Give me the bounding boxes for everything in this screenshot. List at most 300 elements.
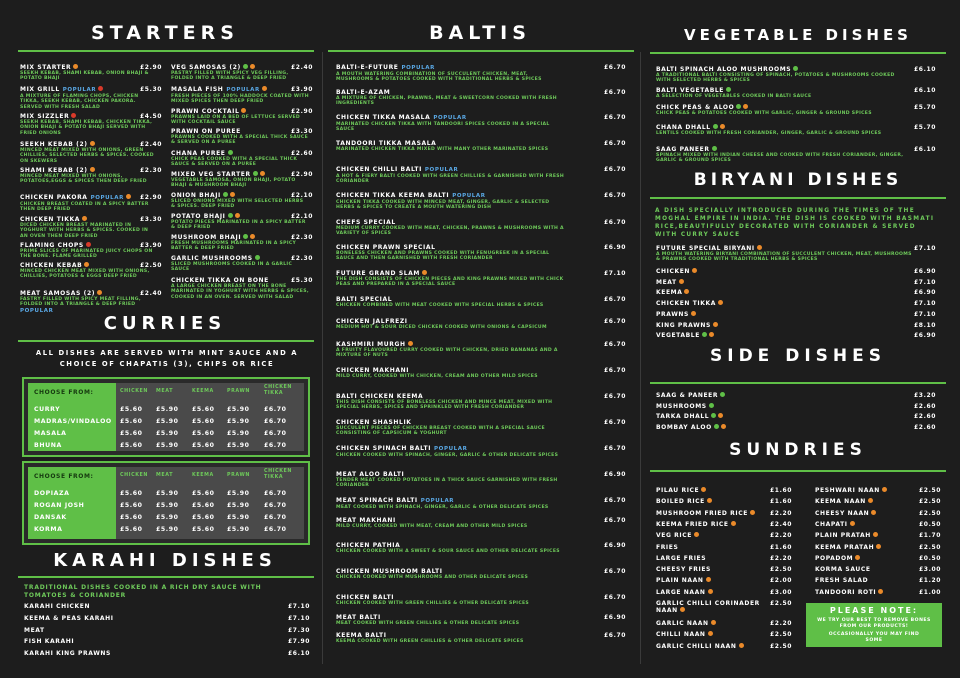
item-price: £5.30: [140, 86, 162, 93]
mild-spice-dot-icon: [739, 643, 744, 648]
item-name: POTATO BHAJI: [171, 213, 226, 220]
row-name: DOPIAZA: [34, 490, 70, 497]
item-price: £4.50: [140, 113, 162, 120]
menu-item: [171, 128, 313, 146]
item-name: BALTI VEGETABLE: [656, 87, 724, 94]
price-cell: £6.70: [264, 502, 287, 509]
item-price: £1.20: [919, 577, 941, 585]
item-price: £6.10: [914, 146, 936, 153]
vegetarian-dot-icon: [709, 403, 714, 408]
mild-spice-dot-icon: [692, 268, 697, 273]
menu-item: [656, 600, 792, 614]
item-description: CHICK PEAS & POTATOES COOKED WITH GARLIC, GINGER & GROUND SPICES: [656, 111, 872, 116]
item-price: £6.70: [604, 114, 626, 121]
mild-spice-dot-icon: [701, 487, 706, 492]
price-cell: £5.90: [227, 490, 250, 497]
item-name: GARLIC NAAN: [656, 620, 709, 627]
price-cell: £5.60: [120, 418, 143, 425]
side-heading: SIDE DISHES: [710, 346, 886, 366]
item-price: £3.30: [291, 128, 313, 135]
mild-spice-dot-icon: [713, 322, 718, 327]
row-name: MADRAS/VINDALOO: [34, 418, 112, 425]
item-name: KASHMIRI MURGH: [336, 341, 406, 348]
price-cell: £5.90: [156, 490, 179, 497]
item-name: CHICKEN TIKKA MASALA: [336, 114, 431, 121]
column-header: KEEMA: [192, 389, 214, 394]
item-name-line: [24, 638, 310, 645]
item-name: CHEFS SPECIAL: [336, 219, 396, 226]
menu-item: [336, 296, 626, 308]
hot-spice-dot-icon: [98, 86, 103, 91]
item-name: VEGETABLE: [656, 332, 700, 340]
item-name-line: [336, 341, 626, 348]
price-cell: £5.90: [227, 514, 250, 521]
menu-item: [656, 403, 936, 410]
item-price: £2.20: [770, 532, 792, 540]
vegetarian-dot-icon: [255, 255, 260, 260]
item-name: CHICKEN CHILLI BALTI: [336, 166, 422, 173]
item-name: MEAT SPINACH BALTI: [336, 497, 418, 504]
item-price: £6.70: [604, 419, 626, 426]
price-cell: £5.60: [192, 502, 215, 509]
item-price: £2.60: [291, 150, 313, 157]
please-note-line2: OCCASIONALLY YOU MAY FIND SOME: [828, 632, 920, 643]
menu-item: [656, 300, 936, 307]
item-name: MEAT BALTI: [336, 614, 381, 621]
item-name: PLAIN PRATAH: [815, 532, 871, 540]
item-name-line: [336, 89, 626, 96]
price-cell: £5.60: [120, 514, 143, 521]
menu-item: [656, 532, 792, 539]
item-name: KEEMA BALTI: [336, 632, 387, 639]
item-price: £6.70: [604, 594, 626, 601]
menu-item: [656, 620, 792, 627]
menu-item: [656, 268, 936, 275]
menu-item: [20, 64, 162, 82]
menu-item: [656, 124, 936, 136]
mild-spice-dot-icon: [250, 234, 255, 239]
item-name-line: [656, 332, 936, 339]
item-name-line: [336, 542, 626, 549]
menu-item: [656, 521, 792, 528]
please-note-title: PLEASE NOTE:: [829, 606, 919, 615]
item-price: £6.90: [604, 614, 626, 621]
menu-item: [336, 166, 626, 185]
item-price: £2.30: [291, 255, 313, 262]
item-description: TENDER MEAT COOKED POTATOES IN A THICK SAUCE GARNISHED WITH FRESH CORIANDER: [336, 478, 558, 489]
item-name: MASALA FISH: [171, 86, 224, 93]
item-name: GARLIC MUSHROOMS: [171, 255, 253, 262]
row-name: BHUNA: [34, 442, 62, 449]
mild-spice-dot-icon: [750, 510, 755, 515]
mild-spice-dot-icon: [882, 487, 887, 492]
column-header: CHICKEN: [120, 389, 149, 394]
item-description: A FRUITY FLAVOURED CURRY COOKED WITH CHICKEN, DRIED BANANAS AND A MIXTURE OF NUTS: [336, 348, 558, 359]
mild-spice-dot-icon: [873, 532, 878, 537]
item-name: BALTI-E-AZAM: [336, 89, 391, 96]
table-row: [28, 500, 304, 512]
item-name-line: [24, 627, 310, 634]
popular-badge: POPULAR: [452, 193, 486, 199]
item-price: £2.60: [914, 413, 936, 421]
menu-item: [656, 245, 936, 263]
menu-item: [815, 577, 941, 584]
menu-item: [336, 219, 626, 237]
column-header: MEAT: [156, 473, 174, 478]
column-header: MEAT: [156, 389, 174, 394]
menu-item: [20, 216, 162, 239]
item-name-line: [656, 245, 936, 252]
item-description: A TRADITIONAL BALTI CONSISTING OF SPINACH, POTATOES & MUSHROOMS COOKED WITH SELECTED HERBS & SPICES: [656, 73, 895, 84]
item-price: £6.70: [604, 140, 626, 147]
item-description: KEEMA COOKED WITH GREEN CHILLIES & OTHER DELICATE SPICES: [336, 639, 524, 644]
table-header: [28, 387, 304, 399]
item-name: SEEKH KEBAB (2): [20, 141, 88, 148]
mild-spice-dot-icon: [126, 194, 131, 199]
menu-item: [656, 332, 936, 339]
vegetarian-dot-icon: [228, 150, 233, 155]
menu-item: [815, 510, 941, 517]
item-name-line: [336, 632, 626, 639]
item-name-line: [24, 615, 310, 622]
item-price: £2.90: [140, 194, 162, 201]
column-header: PRAWN: [227, 473, 251, 478]
mild-spice-dot-icon: [720, 124, 725, 129]
price-cell: £5.90: [227, 406, 250, 413]
item-price: £1.60: [770, 543, 792, 551]
item-description: BONELESS CHICKEN AND PRAWNS COOKED WITH FENUGREEK IN A SPECIAL SAUCE AND THEN GARNISHED WITH FRESH CORIANDER: [336, 251, 550, 262]
vegetarian-dot-icon: [243, 64, 248, 69]
item-description: CHICKEN COOKED WITH SPINACH, GINGER, GARLIC & OTHER DELICATE SPICES: [336, 453, 559, 458]
item-price: £2.60: [914, 402, 936, 410]
price-cell: £6.70: [264, 514, 287, 521]
item-name: KARAHI KING PRAWNS: [24, 650, 111, 658]
menu-item: [171, 108, 313, 126]
item-price: £2.10: [291, 213, 313, 220]
price-cell: £6.70: [264, 430, 287, 437]
item-description: PRIME SLICES OF MARINATED JUICY CHOPS ON THE BONE. FLAME GRILLED: [20, 249, 153, 260]
item-description: MEAT COOKED WITH GREEN CHILLIES & OTHER DELICATE SPICES: [336, 621, 520, 626]
menu-item: [336, 89, 626, 107]
item-name: FISH KARAHI: [24, 638, 75, 646]
popular-badge: POPULAR: [401, 65, 435, 71]
item-price: £2.00: [770, 577, 792, 585]
item-name-line: [656, 413, 936, 420]
item-name: BOILED RICE: [656, 498, 705, 506]
item-name-line: [336, 296, 626, 303]
menu-item: [171, 277, 313, 300]
menu-item: [815, 498, 941, 505]
hot-spice-dot-icon: [86, 242, 91, 247]
price-cell: £6.70: [264, 418, 287, 425]
item-price: £6.90: [914, 268, 936, 275]
mild-spice-dot-icon: [84, 262, 89, 267]
table-header: [28, 471, 304, 483]
price-cell: £5.90: [156, 514, 179, 521]
menu-item: [656, 413, 936, 420]
item-price: £7.10: [604, 270, 626, 277]
item-description: SPINACH MIXED WITH INDIAN CHEESE AND COOKED WITH FRESH CORIANDER, GINGER, GARLIC & GROUND SPICES: [656, 153, 904, 164]
column-header: KEEMA: [192, 473, 214, 478]
item-name: MIX STARTER: [20, 64, 72, 71]
choose-from-label: CHOOSE FROM:: [34, 389, 94, 396]
item-name: PRAWNS: [656, 310, 689, 318]
mild-spice-dot-icon: [694, 532, 699, 537]
mild-spice-dot-icon: [718, 300, 723, 305]
item-name: MIX SIZZLER: [20, 113, 70, 120]
item-description: MINCED CHICKEN MEAT MIXED WITH ONIONS, CHILLIES, POTATOES & EGGS DEEP FRIED: [20, 269, 150, 280]
item-name: PLAIN NAAN: [656, 577, 704, 585]
item-name: CHANA PUREE: [171, 150, 226, 157]
karahi-note: TRADITIONAL DISHES COOKED IN A RICH DRY SAUCE WITH TOMATOES & CORIANDER: [24, 584, 262, 599]
item-name: MEAT ALOO BALTI: [336, 471, 405, 478]
item-description: CHICKEN BREAST COATED IN A SPICY BATTER THEN DEEP FRIED: [20, 202, 149, 213]
mild-spice-dot-icon: [408, 341, 413, 346]
item-description: A HOT & FIERY BALTI COOKED WITH GREEN CHILLIES & GARNISHED WITH FRESH CORIANDER: [336, 174, 565, 185]
please-note-box: [806, 603, 942, 647]
curries-table-2: [22, 461, 310, 545]
item-name: CHICKEN BALTI: [336, 594, 395, 601]
item-price: £2.50: [770, 631, 792, 639]
mild-spice-dot-icon: [73, 64, 78, 69]
item-price: £2.40: [770, 520, 792, 528]
biryani-note: A DISH SPECIALLY INTRODUCED DURING THE TIMES OF THE MOGHAL EMPIRE IN INDIA. THE DISH IS COOKED WITH BASMATI RICE,BEAUTIFULLY DECORATED WITH CORIANDER & SERVED WITH CURRY SAUCE: [655, 208, 935, 238]
item-name-line: [336, 367, 626, 374]
popular-badge: POPULAR: [226, 87, 260, 93]
price-cell: £5.90: [227, 502, 250, 509]
item-price: £6.70: [604, 166, 626, 173]
item-price: £5.30: [291, 277, 313, 284]
item-price: £3.20: [914, 392, 936, 399]
item-name: LARGE NAAN: [656, 588, 706, 596]
mild-spice-dot-icon: [680, 607, 685, 612]
item-name-line: [336, 270, 626, 277]
item-name: CHICKEN TIKKA KEEMA BALTI: [336, 192, 450, 199]
item-price: £6.70: [604, 568, 626, 575]
item-name: CHICKEN TIKKA: [20, 216, 80, 223]
popular-badge: POPULAR: [424, 167, 459, 173]
item-price: £6.70: [604, 497, 626, 504]
item-name-line: [656, 322, 936, 329]
item-description: SEEKH KEBAB, SHAMI KEBAB, CHICKEN TIKKA, ONION BHAJI & POTATO BHAJI SERVED WITH FRIED ONIONS: [20, 120, 153, 136]
mild-spice-dot-icon: [711, 620, 716, 625]
item-name: KORMA SAUCE: [815, 566, 871, 574]
item-name: FRIES: [656, 543, 679, 551]
item-name-line: [336, 614, 626, 621]
item-description: MEAT COOKED WITH SPINACH, GINGER, GARLIC & OTHER DELICATE SPICES: [336, 505, 549, 510]
menu-item: [336, 419, 626, 437]
item-description: SUCCULENT PIECES OF CHICKEN BREAST COOKED WITH A SPECIAL SAUCE CONSISTING OF CAPSICUM & YOGHURT: [336, 426, 545, 437]
item-price: £7.10: [914, 310, 936, 318]
price-cell: £5.60: [120, 502, 143, 509]
mild-spice-dot-icon: [876, 544, 881, 549]
vegetarian-dot-icon: [702, 332, 707, 337]
price-cell: £5.60: [192, 418, 215, 425]
item-name: KEEMA FRIED RICE: [656, 520, 729, 528]
mild-spice-dot-icon: [868, 498, 873, 503]
item-description: MEDIUM HOT & SOUR DICED CHICKEN COOKED WITH ONIONS & CAPSICUM: [336, 325, 547, 330]
item-description: PASTRY FILLED WITH SPICY VEG FILLING, FOLDED INTO A TRIANGLE & DEEP FRIED: [171, 71, 289, 82]
vegetable-rule: [650, 52, 946, 54]
item-name: CHEESY NAAN: [815, 509, 870, 517]
item-name: KEEMA NAAN: [815, 498, 866, 506]
price-cell: £6.70: [264, 406, 287, 413]
item-price: £7.10: [288, 603, 310, 610]
vegetarian-dot-icon: [243, 234, 248, 239]
item-name: KEEMA & PEAS KARAHI: [24, 614, 114, 622]
menu-item: [336, 517, 626, 529]
item-name-line: [336, 114, 626, 122]
item-price: £6.10: [914, 66, 936, 73]
row-name: KORMA: [34, 526, 63, 533]
vegetarian-dot-icon: [713, 124, 718, 129]
item-name: CHICK PEAS & ALOO: [656, 104, 735, 111]
menu-item: [656, 643, 792, 650]
item-description: FRESH PIECES OF 100% HADDOCK COATED WITH MIXED SPICES THEN DEEP FRIED: [171, 94, 309, 105]
item-price: £7.10: [914, 245, 936, 252]
item-name: TANDOORI TIKKA MASALA: [336, 140, 437, 147]
item-name: CHICKEN PATHIA: [336, 542, 401, 549]
item-price: £0.50: [919, 520, 941, 528]
item-name: MEAT: [24, 626, 45, 634]
sundries-rule: [650, 470, 946, 472]
item-description: PRAWNS LAID ON A BED OF LETTUCE SERVED WITH COCKTAIL SAUCE: [171, 115, 301, 126]
item-price: £2.10: [291, 192, 313, 199]
baltis-heading: BALTIS: [429, 22, 531, 44]
column-header: CHICKEN TIKKA: [264, 469, 293, 480]
price-cell: £5.60: [192, 442, 215, 449]
mild-spice-dot-icon: [708, 589, 713, 594]
item-description: MILD CURRY, COOKED WITH CHICKEN, CREAM AND OTHER MILD SPICES: [336, 374, 538, 379]
mild-spice-dot-icon: [684, 289, 689, 294]
menu-item: [815, 487, 941, 494]
mild-spice-dot-icon: [850, 521, 855, 526]
item-name-line: [336, 219, 626, 226]
item-description: CHICKEN COOKED WITH A SWEET & SOUR SAUCE AND OTHER DELICATE SPICES: [336, 549, 560, 554]
menu-item: [20, 113, 162, 136]
item-price: £6.90: [604, 542, 626, 549]
curries-table-1: [22, 377, 310, 457]
item-price: £2.50: [140, 262, 162, 269]
menu-item: [24, 603, 310, 610]
item-price: £3.00: [919, 566, 941, 574]
item-name: MIXED VEG STARTER: [171, 171, 251, 178]
item-price: £5.70: [914, 104, 936, 111]
mild-spice-dot-icon: [743, 104, 748, 109]
item-name: MEAT: [656, 278, 677, 286]
item-price: £2.20: [770, 554, 792, 562]
row-name: MASALA: [34, 430, 67, 437]
item-name: FUTURE GRAND SLAM: [336, 270, 420, 277]
item-description: MINCED MEAT MIXED WITH ONIONS, GREEN CHILLIES, SELECTED HERBS & SPICES. COOKED ON SKEWERS: [20, 148, 154, 164]
item-price: £2.50: [919, 509, 941, 517]
item-name: CHICKEN SHASHLIK: [336, 419, 412, 426]
mild-spice-dot-icon: [422, 270, 427, 275]
menu-item: [336, 140, 626, 152]
menu-item: [656, 498, 792, 505]
item-price: £2.40: [291, 64, 313, 71]
menu-item: [656, 66, 936, 84]
item-price: £7.90: [288, 638, 310, 646]
item-description: MILD CURRY, COOKED WITH MEAT, CREAM AND OTHER MILD SPICES: [336, 524, 528, 529]
item-price: £6.70: [604, 393, 626, 400]
popular-badge: POPULAR: [434, 446, 468, 452]
item-name: FLAMING CHOPS: [20, 242, 84, 249]
item-name-line: [24, 650, 310, 657]
menu-item: [336, 497, 626, 510]
mild-spice-dot-icon: [90, 167, 95, 172]
price-cell: £5.60: [192, 406, 215, 413]
column-header: CHICKEN: [120, 473, 149, 478]
starters-heading: STARTERS: [91, 22, 239, 44]
item-price: £2.50: [770, 642, 792, 650]
price-cell: £5.90: [227, 526, 250, 533]
item-name-line: [336, 318, 626, 325]
menu-item: [815, 555, 941, 562]
menu-item: [656, 322, 936, 329]
vegetable-heading: VEGETABLE DISHES: [684, 26, 912, 44]
popular-badge: POPULAR: [420, 498, 455, 504]
item-name: PRAWN COCKTAIL: [171, 108, 240, 115]
row-name: CURRY: [34, 406, 61, 413]
menu-item: [20, 167, 162, 185]
menu-item: [171, 192, 313, 210]
price-cell: £5.90: [156, 418, 179, 425]
item-description: THIS DISH CONSISTS OF BONELESS CHICKEN AND MINCE MEAT, MIXED WITH SPECIAL HERBS, SPICES AND SPRINKLED WITH FRESH CORIANDER: [336, 400, 553, 411]
menu-item: [656, 631, 792, 638]
mild-spice-dot-icon: [718, 413, 723, 418]
vegetarian-dot-icon: [736, 104, 741, 109]
item-name: CHEESY FRIES: [656, 566, 711, 574]
price-cell: £6.70: [264, 526, 287, 533]
item-name-line: [336, 471, 626, 478]
price-cell: £5.60: [192, 490, 215, 497]
item-price: £0.50: [919, 554, 941, 562]
choose-from-label: CHOOSE FROM:: [34, 473, 94, 480]
hot-spice-dot-icon: [71, 113, 76, 118]
item-name-line: [656, 279, 936, 286]
price-cell: £5.60: [192, 430, 215, 437]
item-name: GARLIC CHILLI CORINADER NAAN: [656, 600, 760, 614]
mild-spice-dot-icon: [82, 216, 87, 221]
item-name: TARKA DHALL: [656, 413, 710, 421]
menu-item: [656, 566, 792, 573]
popular-badge: POPULAR: [433, 115, 467, 121]
item-name-line: [336, 166, 626, 174]
item-name: SAAG & PANEER: [656, 392, 719, 399]
item-description: DICED CHICKEN BREAST MARINATED IN YOGHURT WITH HERBS & SPICES. COOKED IN AN OVEN THEN DEEP FRIED: [20, 223, 149, 239]
vegetarian-dot-icon: [253, 171, 258, 176]
menu-item: [656, 279, 936, 286]
item-name: BALTI SPECIAL: [336, 296, 393, 303]
item-description: CHICKEN COMBINED WITH MEAT COOKED WITH SPECIAL HERBS & SPICES: [336, 303, 544, 308]
vegetarian-dot-icon: [726, 87, 731, 92]
column-header: CHICKEN TIKKA: [264, 385, 293, 396]
menu-item: [336, 614, 626, 626]
mild-spice-dot-icon: [871, 510, 876, 515]
item-description: A SELECTION OF VEGETABLES COOKED IN BALTI SAUCE: [656, 94, 812, 99]
item-description: FRESH MUSHROOMS MARINATED IN A SPICY BATTER & DEEP FRIED: [171, 241, 297, 252]
curries-heading: CURRIES: [103, 313, 227, 334]
item-name-line: [656, 403, 936, 410]
menu-item: [656, 544, 792, 551]
table-row: [28, 440, 304, 452]
item-name-line: [656, 392, 936, 399]
item-name-line: [24, 603, 310, 610]
item-name: BALTI CHICKEN KEEMA: [336, 393, 424, 400]
item-name: VEG SAMOSAS (2): [171, 64, 241, 71]
item-price: £2.90: [140, 64, 162, 71]
